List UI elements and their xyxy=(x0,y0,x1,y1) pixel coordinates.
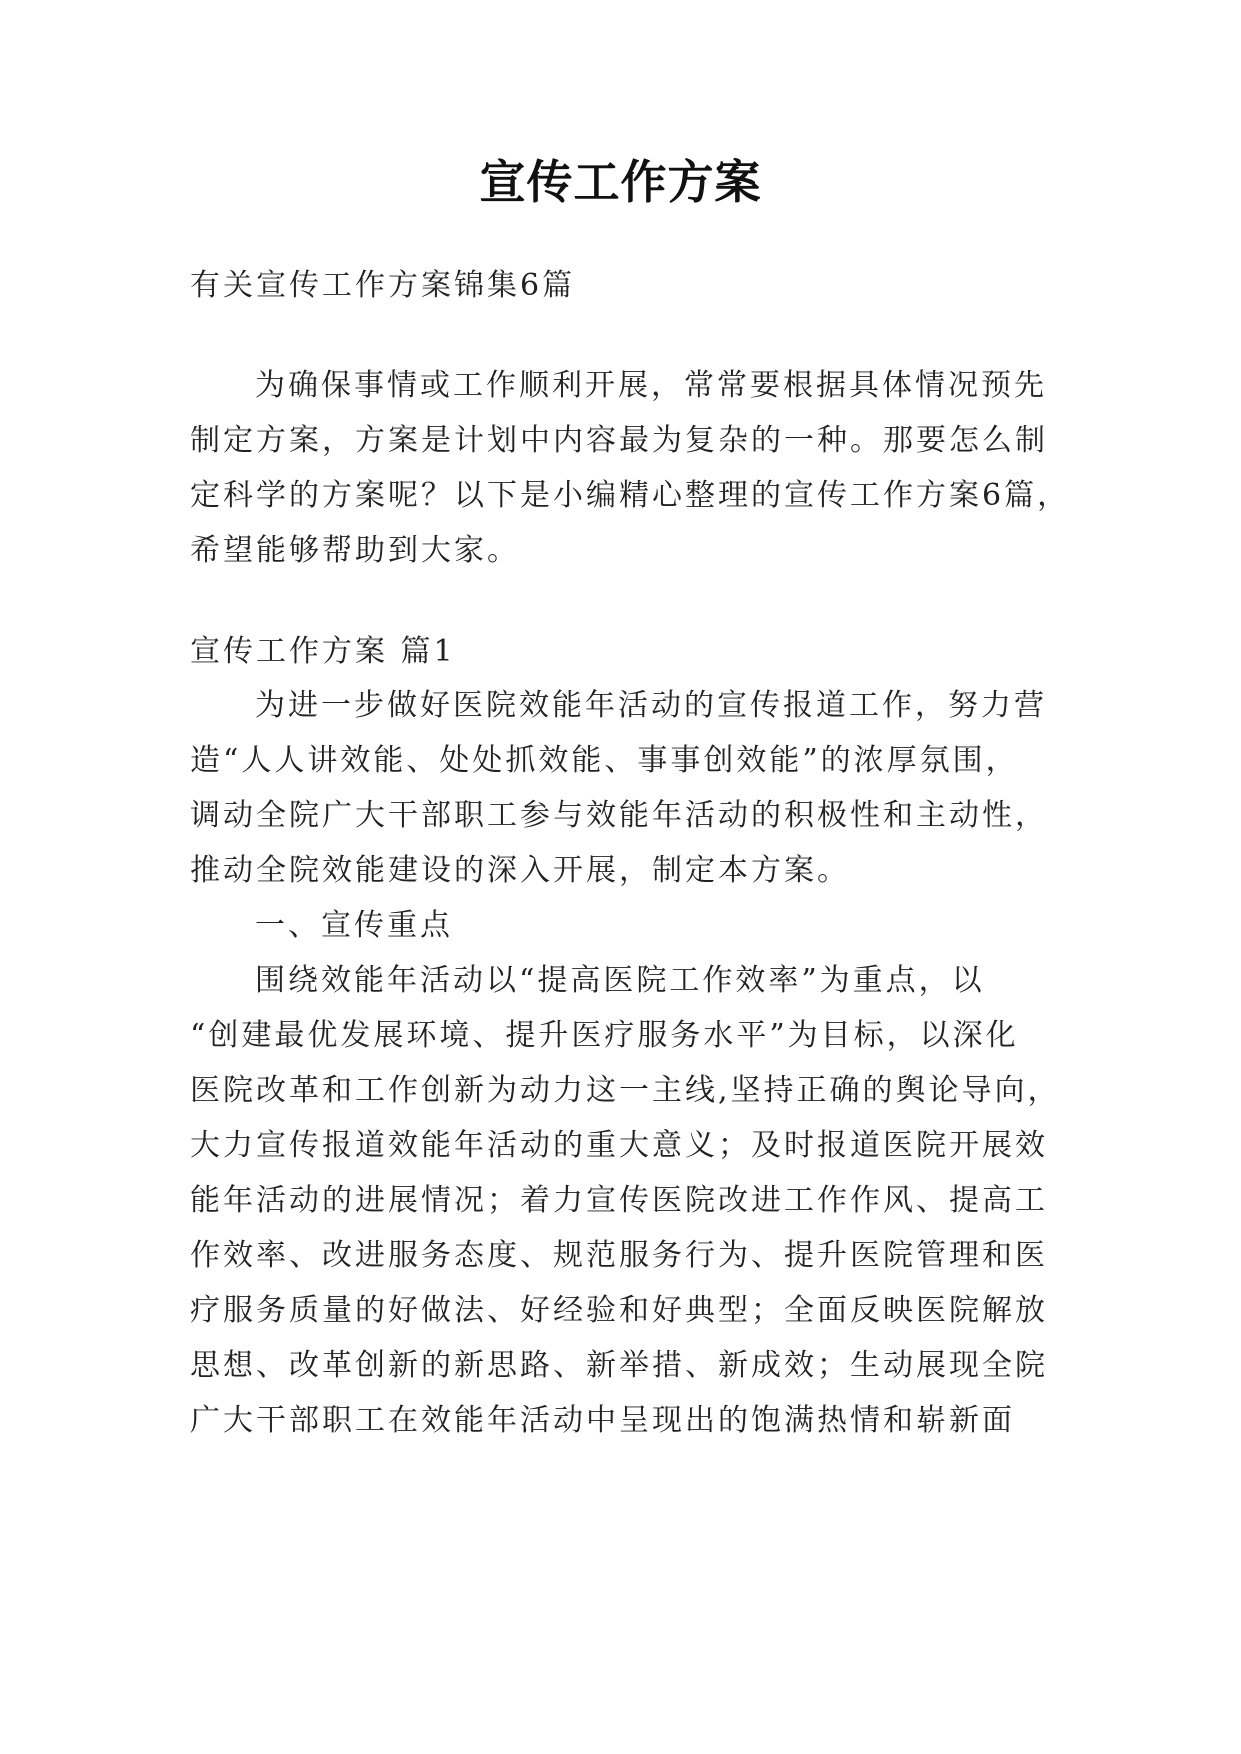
para2-line: 思想、改革创新的新思路、新举措、新成效；生动展现全院 xyxy=(190,1348,1048,1383)
para1-line: 推动全院效能建设的深入开展，制定本方案。 xyxy=(190,853,850,888)
para2-line: 作效率、改进服务态度、规范服务行为、提升医院管理和医 xyxy=(190,1238,1048,1273)
para2-line: 疗服务质量的好做法、好经验和好典型；全面反映医院解放 xyxy=(190,1293,1048,1328)
section-heading: 宣传工作方案 篇1 xyxy=(190,634,456,669)
intro-line: 制定方案，方案是计划中内容最为复杂的一种。那要怎么制 xyxy=(190,423,1048,458)
para2-line: 医院改革和工作创新为动力这一主线,坚持正确的舆论导向， xyxy=(190,1073,1061,1108)
document-subtitle: 有关宣传工作方案锦集6篇 xyxy=(190,268,576,303)
intro-line: 为确保事情或工作顺利开展，常常要根据具体情况预先 xyxy=(255,368,1047,403)
intro-line: 定科学的方案呢？以下是小编精心整理的宣传工作方案6篇， xyxy=(190,478,1071,513)
para1-line: 为进一步做好医院效能年活动的宣传报道工作，努力营 xyxy=(255,688,1047,723)
para1-line: 造“人人讲效能、处处抓效能、事事创效能”的浓厚氛围， xyxy=(190,743,1019,778)
para2-line: 能年活动的进展情况；着力宣传医院改进工作作风、提高工 xyxy=(190,1183,1048,1218)
document-title: 宣传工作方案 xyxy=(479,155,762,209)
para2-line: “创建最优发展环境、提升医疗服务水平”为目标，以深化 xyxy=(190,1018,1019,1053)
para2-line: 大力宣传报道效能年活动的重大意义；及时报道医院开展效 xyxy=(190,1128,1048,1163)
para2-line: 广大干部职工在效能年活动中呈现出的饱满热情和崭新面 xyxy=(190,1403,1015,1438)
intro-line: 希望能够帮助到大家。 xyxy=(190,533,520,568)
para1-line: 调动全院广大干部职工参与效能年活动的积极性和主动性， xyxy=(190,798,1048,833)
sub-heading: 一、宣传重点 xyxy=(255,908,453,943)
para2-line: 围绕效能年活动以“提高医院工作效率”为重点，以 xyxy=(255,963,985,998)
